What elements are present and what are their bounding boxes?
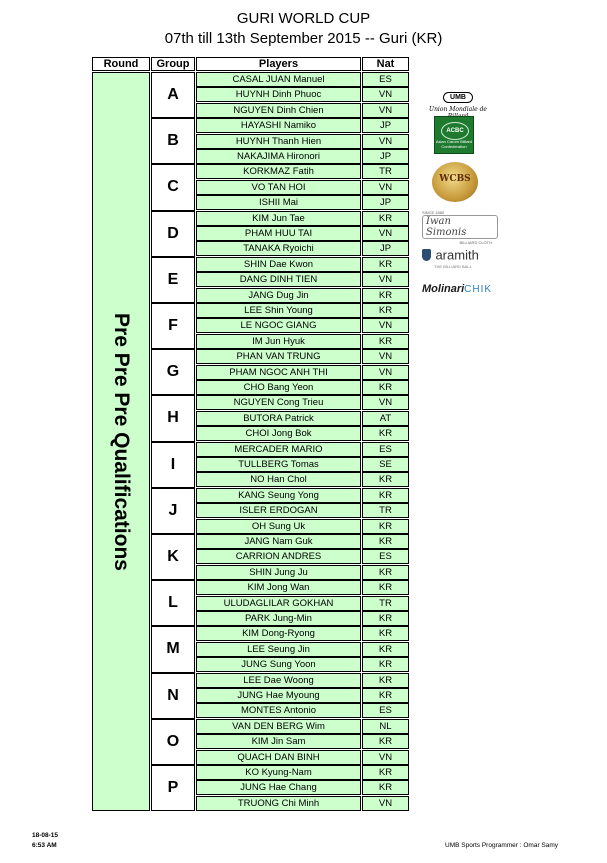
- aramith-mark-icon: [422, 249, 431, 261]
- simonis-logo-bot: BILLIARD CLOTH: [459, 240, 492, 245]
- player-nat: KR: [362, 734, 409, 749]
- player-name: OH Sung Uk: [196, 519, 361, 534]
- player-nat: VN: [362, 180, 409, 195]
- wcbs-logo: [432, 162, 478, 202]
- player-name: TRUONG Chi Minh: [196, 796, 361, 811]
- player-nat: KR: [362, 519, 409, 534]
- group-letter: D: [151, 211, 195, 257]
- player-nat: TR: [362, 596, 409, 611]
- player-name: KIM Dong-Ryong: [196, 626, 361, 641]
- player-name: MERCADER MARIO: [196, 442, 361, 457]
- player-nat: KR: [362, 657, 409, 672]
- player-name: JUNG Sung Yoon: [196, 657, 361, 672]
- aramith-logo: [422, 246, 502, 269]
- player-nat: VN: [362, 103, 409, 118]
- player-name: JANG Dug Jin: [196, 288, 361, 303]
- player-name: VAN DEN BERG Wim: [196, 719, 361, 734]
- player-name: PHAM NGOC ANH THI: [196, 365, 361, 380]
- player-name: KIM Jong Wan: [196, 580, 361, 595]
- player-nat: KR: [362, 380, 409, 395]
- umb-logo-text: UMB: [443, 92, 473, 103]
- footer-programmer: UMB Sports Programmer : Omar Samy: [445, 842, 559, 849]
- player-nat: TR: [362, 164, 409, 179]
- player-name: JANG Nam Guk: [196, 534, 361, 549]
- player-name: KO Kyung-Nam: [196, 765, 361, 780]
- player-nat: KR: [362, 211, 409, 226]
- player-nat: KR: [362, 472, 409, 487]
- player-nat: KR: [362, 257, 409, 272]
- player-nat: JP: [362, 241, 409, 256]
- player-name: LE NGOC GIANG: [196, 318, 361, 333]
- header-players: Players: [196, 57, 361, 71]
- player-nat: KR: [362, 488, 409, 503]
- player-nat: KR: [362, 334, 409, 349]
- round-column: [92, 72, 150, 811]
- player-name: LEE Seung Jin: [196, 642, 361, 657]
- group-letter: P: [151, 765, 195, 811]
- group-letter: L: [151, 580, 195, 626]
- player-nat: KR: [362, 580, 409, 595]
- player-nat: KR: [362, 780, 409, 795]
- player-name: BUTORA Patrick: [196, 411, 361, 426]
- player-name: LEE Dae Woong: [196, 673, 361, 688]
- player-name: ULUDAGLILAR GOKHAN: [196, 596, 361, 611]
- player-nat: VN: [362, 750, 409, 765]
- player-nat: NL: [362, 719, 409, 734]
- player-name: KIM Jun Tae: [196, 211, 361, 226]
- footer-time: 6:53 AM: [32, 842, 57, 849]
- player-name: JUNG Hae Myoung: [196, 688, 361, 703]
- player-nat: VN: [362, 796, 409, 811]
- player-name: NGUYEN Cong Trieu: [196, 395, 361, 410]
- group-letter: J: [151, 488, 195, 534]
- player-name: SHIN Jung Ju: [196, 565, 361, 580]
- player-name: TULLBERG Tomas: [196, 457, 361, 472]
- group-letter: I: [151, 442, 195, 488]
- player-name: PHAM HUU TAI: [196, 226, 361, 241]
- simonis-logo-text: Iwan Simonis: [422, 215, 498, 239]
- player-name: JUNG Hae Chang: [196, 780, 361, 795]
- wcbs-logo-text: WCBS: [439, 174, 471, 184]
- player-name: LEE Shin Young: [196, 303, 361, 318]
- player-name: KORKMAZ Fatih: [196, 164, 361, 179]
- round-label: Pre Pre Pre Qualifications: [110, 312, 133, 571]
- header-group: Group: [151, 57, 195, 71]
- player-nat: KR: [362, 642, 409, 657]
- group-letter: K: [151, 534, 195, 580]
- player-nat: AT: [362, 411, 409, 426]
- player-name: TANAKA Ryoichi: [196, 241, 361, 256]
- player-name: NO Han Chol: [196, 472, 361, 487]
- player-name: HUYNH Dinh Phuoc: [196, 87, 361, 102]
- simonis-logo-top: SINCE 1880: [422, 210, 445, 215]
- group-letter: H: [151, 395, 195, 441]
- player-nat: KR: [362, 303, 409, 318]
- player-nat: ES: [362, 549, 409, 564]
- player-nat: VN: [362, 134, 409, 149]
- player-nat: VN: [362, 272, 409, 287]
- player-name: KIM Jin Sam: [196, 734, 361, 749]
- player-name: HAYASHI Namiko: [196, 118, 361, 133]
- player-name: ISLER ERDOGAN: [196, 503, 361, 518]
- player-name: CASAL JUAN Manuel: [196, 72, 361, 87]
- player-name: PHAN VAN TRUNG: [196, 349, 361, 364]
- player-nat: VN: [362, 395, 409, 410]
- player-nat: KR: [362, 673, 409, 688]
- acbc-logo: [434, 116, 474, 154]
- player-nat: KR: [362, 765, 409, 780]
- player-nat: ES: [362, 72, 409, 87]
- umb-logo: [418, 86, 498, 112]
- group-letter: B: [151, 118, 195, 164]
- player-nat: JP: [362, 195, 409, 210]
- player-nat: VN: [362, 87, 409, 102]
- group-letter: A: [151, 72, 195, 118]
- player-name: MONTES Antonio: [196, 703, 361, 718]
- group-letter: O: [151, 719, 195, 765]
- group-letter: M: [151, 626, 195, 672]
- player-name: NAKAJIMA Hironori: [196, 149, 361, 164]
- player-nat: VN: [362, 226, 409, 241]
- molinari-logo-text: Molinari: [422, 283, 465, 295]
- player-nat: KR: [362, 626, 409, 641]
- player-nat: VN: [362, 349, 409, 364]
- player-nat: ES: [362, 442, 409, 457]
- player-nat: VN: [362, 318, 409, 333]
- player-nat: KR: [362, 688, 409, 703]
- player-nat: KR: [362, 611, 409, 626]
- player-nat: VN: [362, 365, 409, 380]
- group-letter: F: [151, 303, 195, 349]
- player-nat: JP: [362, 118, 409, 133]
- page-subtitle: 07th till 13th September 2015 -- Guri (KR): [164, 30, 443, 47]
- group-letter: N: [151, 673, 195, 719]
- draw-table: [92, 57, 409, 811]
- player-name: NGUYEN Dinh Chien: [196, 103, 361, 118]
- player-nat: SE: [362, 457, 409, 472]
- player-name: QUACH DAN BINH: [196, 750, 361, 765]
- acbc-logo-sub: Asian Carom Billiard Confederation: [435, 139, 473, 149]
- player-name: VO TAN HOI: [196, 180, 361, 195]
- simonis-logo: [422, 210, 498, 245]
- player-nat: TR: [362, 503, 409, 518]
- group-letter: G: [151, 349, 195, 395]
- group-letter: E: [151, 257, 195, 303]
- player-name: CARRION ANDRES: [196, 549, 361, 564]
- chik-logo-text: CHIK: [464, 284, 493, 295]
- player-nat: KR: [362, 534, 409, 549]
- player-name: CHOI Jong Bok: [196, 426, 361, 441]
- aramith-logo-tag: THE BILLIARD BALL: [434, 264, 472, 269]
- header-round: Round: [92, 57, 150, 71]
- footer-date: 18-08-15: [32, 832, 59, 839]
- player-name: DANG DINH TIEN: [196, 272, 361, 287]
- acbc-logo-text: ACBC: [441, 122, 469, 140]
- player-name: HUYNH Thanh Hien: [196, 134, 361, 149]
- player-name: KANG Seung Yong: [196, 488, 361, 503]
- player-name: PARK Jung-Min: [196, 611, 361, 626]
- aramith-logo-text: aramith: [435, 247, 479, 263]
- group-letter: C: [151, 164, 195, 210]
- player-name: ISHII Mai: [196, 195, 361, 210]
- player-nat: JP: [362, 149, 409, 164]
- page-title: GURI WORLD CUP: [236, 10, 371, 27]
- player-name: SHIN Dae Kwon: [196, 257, 361, 272]
- molinari-logo: [422, 279, 502, 295]
- player-nat: ES: [362, 703, 409, 718]
- player-name: IM Jun Hyuk: [196, 334, 361, 349]
- player-nat: KR: [362, 288, 409, 303]
- header-nat: Nat: [362, 57, 409, 71]
- player-nat: KR: [362, 426, 409, 441]
- player-name: CHO Bang Yeon: [196, 380, 361, 395]
- umb-logo-sub: Union Mondiale de: [429, 106, 487, 113]
- player-nat: KR: [362, 565, 409, 580]
